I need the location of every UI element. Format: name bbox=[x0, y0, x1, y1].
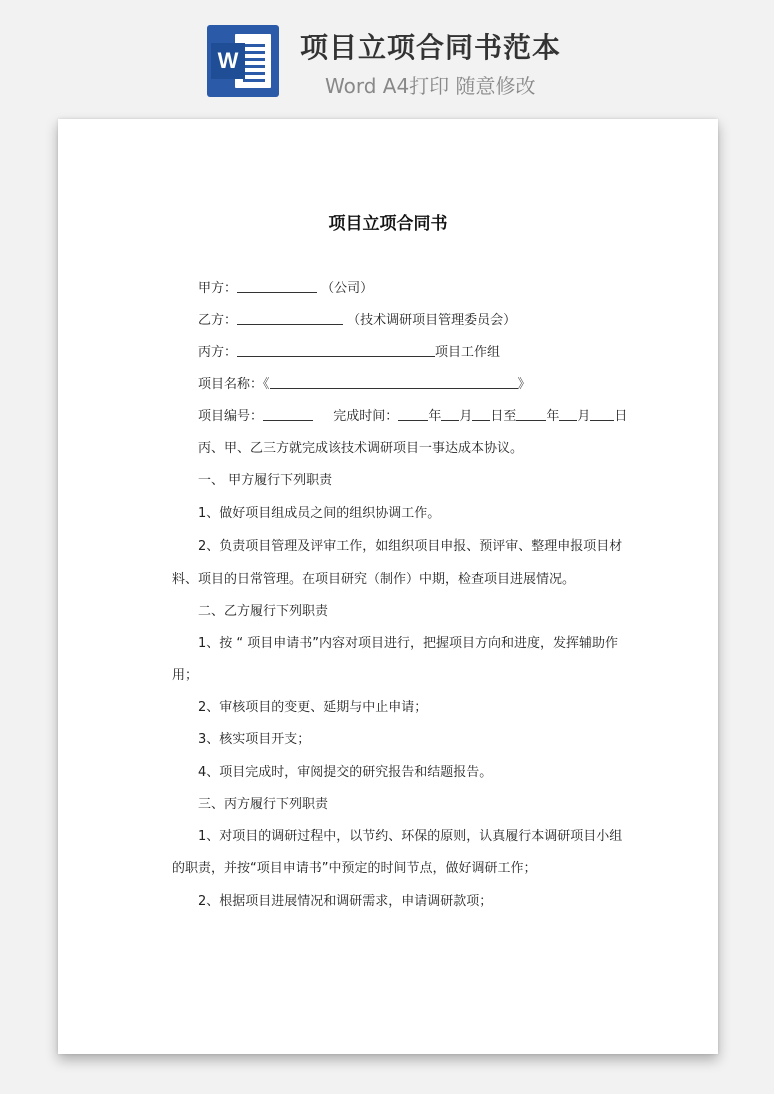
page-header bbox=[0, 0, 774, 110]
document-title: 项目立项合同书 bbox=[328, 214, 448, 234]
project-name-blank bbox=[270, 376, 518, 389]
section-2-item-4: 4、项目完成时，审阅提交的研究报告和结题报告。 bbox=[198, 765, 493, 780]
party-b-label: 乙方： bbox=[198, 313, 238, 328]
sub-title: Word A4打印 随意修改 bbox=[325, 74, 536, 98]
party-b-blank bbox=[237, 312, 343, 325]
section-2-item-1-line-2: 用； bbox=[172, 668, 199, 683]
project-name-close: 》 bbox=[517, 377, 531, 392]
party-a-line bbox=[198, 277, 373, 296]
party-a-label: 甲方： bbox=[198, 281, 238, 296]
section-2-item-2: 2、审核项目的变更、延期与中止申请； bbox=[198, 700, 428, 715]
start-day-blank bbox=[472, 408, 490, 421]
section-2-item-1-line-1: 1、按 “ 项目申请书”内容对项目进行，把握项目方向和进度，发挥辅助作 bbox=[198, 636, 619, 651]
intro-paragraph: 丙、甲、乙三方就完成该技术调研项目一事达成本协议。 bbox=[198, 441, 524, 456]
end-month-text: 月 bbox=[577, 409, 591, 424]
project-name-line bbox=[198, 373, 531, 392]
word-icon bbox=[207, 25, 279, 97]
project-number-line bbox=[198, 405, 627, 424]
day-to-text: 日至 bbox=[490, 409, 517, 424]
end-month-blank bbox=[559, 408, 577, 421]
section-1-title: 一、 甲方履行下列职责 bbox=[198, 473, 333, 488]
project-no-blank bbox=[263, 408, 313, 421]
party-a-suffix: （公司） bbox=[321, 281, 374, 296]
end-year-text: 年 bbox=[546, 409, 560, 424]
party-c-label: 丙方： bbox=[198, 345, 238, 360]
party-b-suffix: （技术调研项目管理委员会） bbox=[347, 313, 517, 328]
project-no-label: 项目编号： bbox=[198, 409, 264, 424]
party-c-suffix: 项目工作组 bbox=[435, 345, 501, 360]
end-day-text: 日 bbox=[614, 409, 628, 424]
finish-time-label: 完成时间： bbox=[333, 409, 399, 424]
section-2-title: 二、乙方履行下列职责 bbox=[198, 604, 329, 619]
start-month-blank bbox=[441, 408, 459, 421]
section-3-title: 三、丙方履行下列职责 bbox=[198, 797, 329, 812]
section-3-item-1-line-1: 1、对项目的调研过程中，以节约、环保的原则，认真履行本调研项目小组 bbox=[198, 829, 623, 844]
end-year-blank bbox=[516, 408, 546, 421]
section-1-item-1: 1、做好项目组成员之间的组织协调工作。 bbox=[198, 506, 441, 521]
start-year-blank bbox=[398, 408, 428, 421]
section-2-item-3: 3、核实项目开支； bbox=[198, 732, 311, 747]
party-a-blank bbox=[237, 280, 317, 293]
main-title: 项目立项合同书范本 bbox=[300, 31, 562, 64]
section-3-item-1-line-2: 的职责，并按“项目申请书”中预定的时间节点，做好调研工作； bbox=[172, 861, 537, 876]
word-icon-badge: W bbox=[211, 43, 245, 79]
start-month-text: 月 bbox=[459, 409, 473, 424]
party-c-blank bbox=[237, 344, 435, 357]
party-b-line bbox=[198, 309, 516, 328]
section-1-item-2-line-1: 2、负责项目管理及评审工作，如组织项目申报、预评审、整理申报项目材 bbox=[198, 539, 623, 554]
end-day-blank bbox=[590, 408, 614, 421]
document-page bbox=[58, 119, 718, 1054]
project-name-label: 项目名称：《 bbox=[198, 377, 270, 392]
start-year-text: 年 bbox=[428, 409, 442, 424]
section-3-item-2: 2、根据项目进展情况和调研需求，申请调研款项； bbox=[198, 894, 493, 909]
section-1-item-2-line-2: 料、项目的日常管理。在项目研究（制作）中期，检查项目进展情况。 bbox=[172, 572, 576, 587]
party-c-line bbox=[198, 341, 500, 360]
